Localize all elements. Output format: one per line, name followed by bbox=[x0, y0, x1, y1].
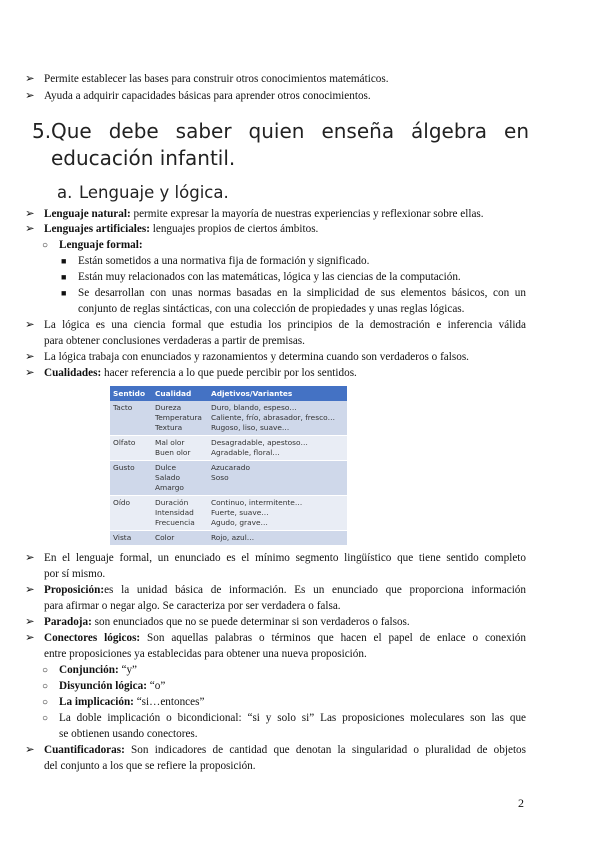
list-item: Permite establecer las bases para construir otros conocimientos matemáticos. bbox=[44, 73, 389, 85]
adjective-line: Soso bbox=[211, 473, 229, 482]
adjective-line: Agradable, floral… bbox=[211, 448, 280, 457]
circle-bullet-icon: ○ bbox=[42, 665, 49, 676]
arrow-bullet-icon: ➢ bbox=[25, 367, 35, 379]
list-item: Están sometidos a una normativa fija de formación y significado. bbox=[78, 255, 370, 267]
table-row bbox=[110, 436, 347, 461]
quality-line: Intensidad bbox=[155, 508, 194, 517]
sense-cell: Oído bbox=[110, 496, 152, 531]
quality-line: Buen olor bbox=[155, 448, 191, 457]
quality-cell bbox=[152, 531, 208, 546]
adjective-line: Desagradable, apestoso… bbox=[211, 438, 308, 447]
list-item: Conectores lógicos: Son aquellas palabras o términos que hacen el papel de enlace o conexión bbox=[44, 632, 526, 644]
square-bullet-icon: ■ bbox=[61, 272, 67, 282]
list-item: Cuantificadoras: Son indicadores de cantidad que denotan la singularidad o pluralidad de objetos bbox=[44, 744, 526, 756]
senses-table bbox=[110, 386, 347, 546]
circle-bullet-icon: ○ bbox=[42, 697, 49, 708]
table-header: Cualidad bbox=[152, 386, 208, 401]
adjective-line: Duro, blando, espeso… bbox=[211, 403, 297, 412]
list-item-continued: se obtienen usando conectores. bbox=[59, 728, 198, 740]
adjective-line: Agudo, grave… bbox=[211, 518, 268, 527]
adjective-line: Caliente, frío, abrasador, fresco… bbox=[211, 413, 336, 422]
arrow-bullet-icon: ➢ bbox=[25, 208, 35, 220]
arrow-bullet-icon: ➢ bbox=[25, 584, 35, 596]
list-item-continued: por sí mismo. bbox=[44, 568, 106, 580]
table-header: Adjetivos/Variantes bbox=[208, 386, 347, 401]
list-item: Están muy relacionados con las matemáticas, lógica y las ciencias de la computación. bbox=[78, 271, 461, 283]
section-heading-line-2: educación infantil. bbox=[51, 146, 236, 170]
table-header-row bbox=[110, 386, 347, 401]
list-item-continued: del conjunto a los que se refiere la proposición. bbox=[44, 760, 256, 772]
list-item: Ayuda a adquirir capacidades básicas para aprender otros conocimientos. bbox=[44, 90, 371, 102]
list-item: Disyunción lógica: “o” bbox=[59, 680, 166, 692]
sense-cell: Tacto bbox=[110, 401, 152, 436]
adjectives-cell bbox=[208, 496, 347, 531]
list-item-continued: para afirmar o negar algo. Se caracteriza por ser verdadera o falsa. bbox=[44, 600, 341, 612]
list-item: Lenguaje formal: bbox=[59, 239, 143, 251]
list-item: La implicación: “si…entonces” bbox=[59, 696, 205, 708]
list-item: Proposición:es la unidad básica de información. Es un enunciado que proporciona información bbox=[44, 584, 526, 596]
adjective-line: Rugoso, liso, suave… bbox=[211, 423, 290, 432]
list-item: La doble implicación o bicondicional: “si y solo si” Las proposiciones moleculares son las que bbox=[59, 712, 526, 724]
quality-line: Mal olor bbox=[155, 438, 185, 447]
sense-cell: Olfato bbox=[110, 436, 152, 461]
arrow-bullet-icon: ➢ bbox=[25, 73, 35, 85]
list-item: Conjunción: “y” bbox=[59, 664, 138, 676]
circle-bullet-icon: ○ bbox=[42, 681, 49, 692]
arrow-bullet-icon: ➢ bbox=[25, 223, 35, 235]
sense-cell: Vista bbox=[110, 531, 152, 546]
arrow-bullet-icon: ➢ bbox=[25, 616, 35, 628]
arrow-bullet-icon: ➢ bbox=[25, 90, 35, 102]
square-bullet-icon: ■ bbox=[61, 288, 67, 298]
list-item: Se desarrollan con unas normas basadas en la simplicidad de sus elementos básicos, con un bbox=[78, 287, 526, 299]
table-header: Sentido bbox=[110, 386, 152, 401]
adjective-line: Azucarado bbox=[211, 463, 250, 472]
quality-cell bbox=[152, 401, 208, 436]
arrow-bullet-icon: ➢ bbox=[25, 632, 35, 644]
list-item: La lógica es una ciencia formal que estudia los principios de la demostración e inferencia válida bbox=[44, 319, 526, 331]
square-bullet-icon: ■ bbox=[61, 256, 67, 266]
arrow-bullet-icon: ➢ bbox=[25, 552, 35, 564]
circle-bullet-icon: ○ bbox=[42, 713, 49, 724]
page-number: 2 bbox=[518, 796, 524, 810]
subsection-letter: a. bbox=[57, 183, 73, 202]
section-number: 5. bbox=[32, 119, 52, 143]
subsection-title: Lenguaje y lógica. bbox=[79, 183, 229, 202]
section-heading-line-1: Que debe saber quien enseña álgebra en bbox=[51, 119, 529, 143]
quality-line: Temperatura bbox=[155, 413, 202, 422]
table-row bbox=[110, 401, 347, 436]
list-item: Lenguaje natural: permite expresar la mayoría de nuestras experiencias y reflexionar sobre ellas. bbox=[44, 208, 484, 220]
sense-cell: Gusto bbox=[110, 461, 152, 496]
adjectives-cell bbox=[208, 461, 347, 496]
list-item: Cualidades: hacer referencia a lo que puede percibir por los sentidos. bbox=[44, 367, 357, 379]
arrow-bullet-icon: ➢ bbox=[25, 351, 35, 363]
quality-line: Textura bbox=[155, 423, 183, 432]
quality-cell bbox=[152, 496, 208, 531]
table-row bbox=[110, 496, 347, 531]
quality-line: Amargo bbox=[155, 483, 184, 492]
list-item: La lógica trabaja con enunciados y razonamientos y determina cuando son verdaderos o falsos. bbox=[44, 351, 469, 363]
list-item: Paradoja: son enunciados que no se puede determinar si son verdaderos o falsos. bbox=[44, 616, 410, 628]
adjective-line: Rojo, azul… bbox=[211, 533, 255, 542]
quality-line: Duración bbox=[155, 498, 189, 507]
quality-line: Color bbox=[155, 533, 175, 542]
list-item: En el lenguaje formal, un enunciado es el mínimo segmento lingüístico que tiene sentido completo bbox=[44, 552, 526, 564]
quality-line: Dureza bbox=[155, 403, 182, 412]
circle-bullet-icon: ○ bbox=[42, 240, 49, 251]
table-row bbox=[110, 461, 347, 496]
quality-line: Frecuencia bbox=[155, 518, 195, 527]
arrow-bullet-icon: ➢ bbox=[25, 319, 35, 331]
quality-line: Salado bbox=[155, 473, 181, 482]
adjectives-cell bbox=[208, 436, 347, 461]
list-item-continued: para obtener conclusiones verdaderas a partir de premisas. bbox=[44, 335, 305, 347]
adjective-line: Continuo, intermitente… bbox=[211, 498, 303, 507]
quality-cell bbox=[152, 436, 208, 461]
table-row bbox=[110, 531, 347, 546]
quality-cell bbox=[152, 461, 208, 496]
adjective-line: Fuerte, suave… bbox=[211, 508, 269, 517]
adjectives-cell bbox=[208, 401, 347, 436]
quality-line: Dulce bbox=[155, 463, 177, 472]
list-item-continued: entre proposiciones ya establecidas para obtener una nueva proposición. bbox=[44, 648, 367, 660]
list-item: Lenguajes artificiales: lenguajes propios de ciertos ámbitos. bbox=[44, 223, 319, 235]
adjectives-cell bbox=[208, 531, 347, 546]
list-item-continued: conjunto de reglas sintácticas, con una colección de propiedades y unas reglas lógicas. bbox=[78, 303, 465, 315]
arrow-bullet-icon: ➢ bbox=[25, 744, 35, 756]
subsection-heading bbox=[57, 183, 229, 202]
